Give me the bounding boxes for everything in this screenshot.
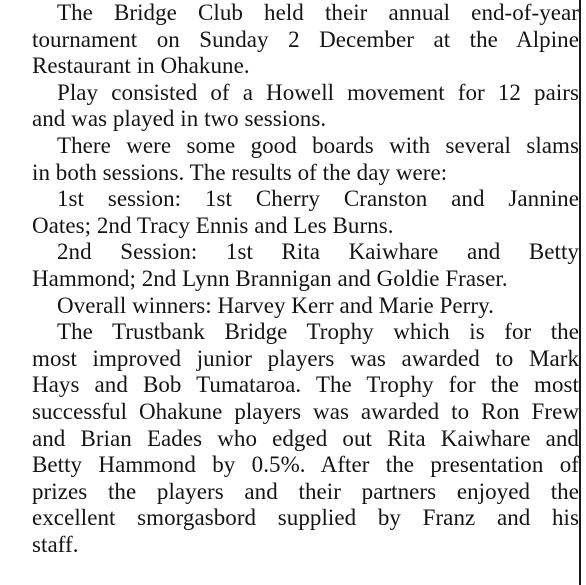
text-line: There were some good boards with several slams [57, 132, 579, 158]
text-line: Hays and Bob Tumataroa. The Trophy for the most [32, 372, 579, 398]
column-rule [579, 0, 581, 585]
paragraph-5 [7, 239, 579, 292]
text-line: Oates; 2nd Tracy Ennis and Les Burns. [32, 212, 394, 238]
paragraph-2 [7, 80, 579, 133]
text-line: staff. [32, 531, 79, 557]
paragraph-7 [7, 319, 579, 558]
text-line: Hammond; 2nd Lynn Brannigan and Goldie Fraser. [32, 265, 508, 291]
text-line: Play consisted of a Howell movement for 12 pairs [57, 79, 579, 105]
paragraph-1 [7, 0, 579, 80]
paragraph-4 [7, 186, 579, 239]
text-line: and was played in two sessions. [32, 106, 327, 132]
text-line: 1st session: 1st Cherry Cranston and Jannine [57, 186, 579, 212]
text-line: Restaurant in Ohakune. [32, 53, 250, 79]
article-body [7, 0, 579, 558]
text-line: and Brian Eades who edged out Rita Kaiwhare and [32, 425, 579, 451]
text-line: 2nd Session: 1st Rita Kaiwhare and Betty [57, 239, 579, 265]
text-line: successful Ohakune players was awarded to Ron Frew [32, 398, 579, 424]
paragraph-6 [7, 293, 579, 320]
text-line: Betty Hammond by 0.5%. After the presentation of [32, 452, 579, 478]
text-line: prizes the players and their partners enjoyed the [32, 478, 579, 504]
text-line: Overall winners: Harvey Kerr and Marie Perry. [57, 292, 494, 318]
text-line: excellent smorgasbord supplied by Franz and his [32, 505, 579, 531]
paragraph-3 [7, 133, 579, 186]
text-line: The Trustbank Bridge Trophy which is for the [57, 319, 579, 345]
text-line: in both sessions. The results of the day were: [32, 159, 448, 185]
text-line: tournament on Sunday 2 December at the Alpine [32, 26, 579, 52]
text-line: The Bridge Club held their annual end-of-year [57, 0, 579, 25]
text-line: most improved junior players was awarded to Mark [32, 345, 579, 371]
